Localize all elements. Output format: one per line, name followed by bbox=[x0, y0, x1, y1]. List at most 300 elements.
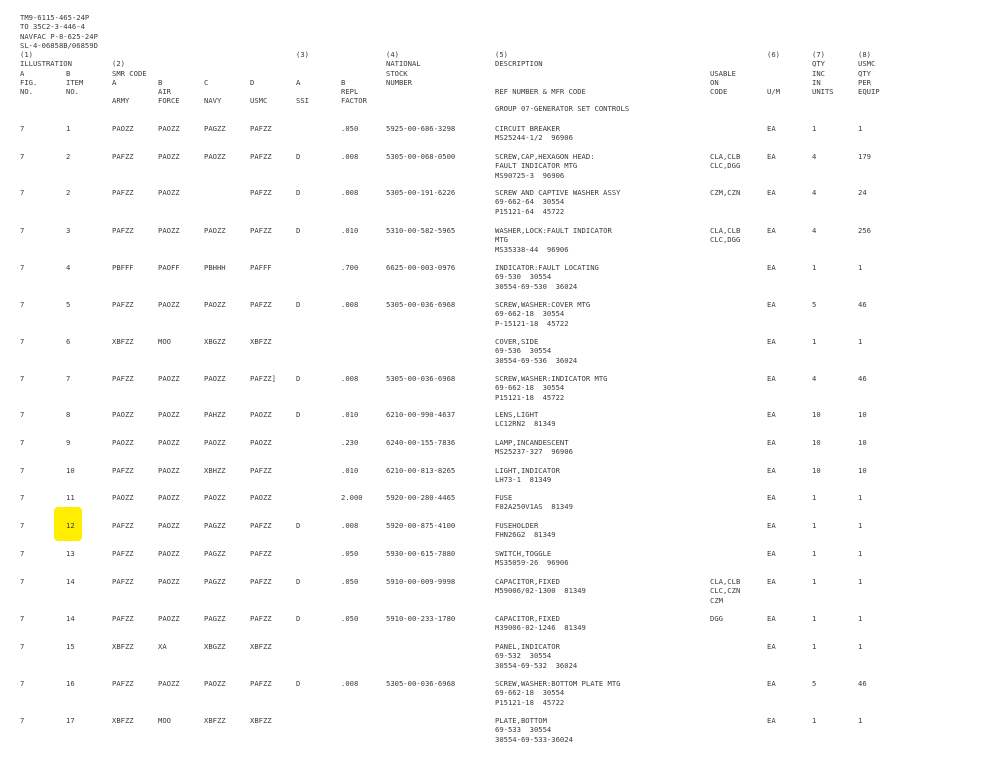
description-line: FUSEHOLDER bbox=[495, 521, 539, 530]
cell-um: EA bbox=[767, 642, 776, 651]
cell-army: PAFZZ bbox=[112, 152, 134, 161]
cell-equip: 10 bbox=[858, 438, 867, 447]
cell-usable-on-code bbox=[710, 577, 740, 605]
cell-repl: .050 bbox=[341, 577, 359, 586]
cell-nsn: 5305-00-068-0500 bbox=[386, 152, 456, 161]
cell-navy: PAOZZ bbox=[204, 679, 226, 688]
column-header-c5: (5) DESCRIPTION REF NUMBER & MFR CODE bbox=[495, 50, 586, 97]
description-line: 69-532 30554 bbox=[495, 651, 552, 661]
cell-usmc: PAFZZ bbox=[250, 226, 272, 235]
description-line: MS25237-327 96906 bbox=[495, 447, 573, 457]
cell-ssi: D bbox=[296, 188, 301, 197]
cell-qty: 10 bbox=[812, 410, 821, 419]
cell-navy: PAOZZ bbox=[204, 374, 226, 383]
cell-qty: 10 bbox=[812, 466, 821, 475]
description-line: 30554-69-532 36024 bbox=[495, 660, 578, 670]
cell-repl: .010 bbox=[341, 410, 359, 419]
cell-af: PAOZZ bbox=[158, 466, 180, 475]
cell-af: PAOZZ bbox=[158, 614, 180, 623]
cell-nsn: 5310-00-582-5965 bbox=[386, 226, 456, 235]
usable-code-line: CLC,DGG bbox=[710, 161, 741, 171]
cell-fig: 7 bbox=[20, 438, 25, 447]
cell-repl: .230 bbox=[341, 438, 359, 447]
cell-item: 12 bbox=[66, 521, 75, 530]
usable-code-line: CZM bbox=[710, 595, 723, 605]
cell-fig: 7 bbox=[20, 577, 25, 586]
cell-ssi: D bbox=[296, 521, 301, 530]
cell-item: 2 bbox=[66, 188, 71, 197]
cell-navy: XBGZZ bbox=[204, 642, 226, 651]
description-line: LAMP,INCANDESCENT bbox=[495, 438, 569, 447]
description-line: 30554-69-530 36024 bbox=[495, 281, 578, 291]
cell-repl: .050 bbox=[341, 549, 359, 558]
cell-um: EA bbox=[767, 438, 776, 447]
cell-army: PAFZZ bbox=[112, 614, 134, 623]
cell-army: PAOZZ bbox=[112, 493, 134, 502]
cell-af: PAOZZ bbox=[158, 410, 180, 419]
cell-description bbox=[495, 124, 573, 143]
cell-navy: XBFZZ bbox=[204, 716, 226, 725]
cell-usmc: PAFZZ bbox=[250, 124, 272, 133]
cell-um: EA bbox=[767, 226, 776, 235]
description-line: MS35059-26 96906 bbox=[495, 558, 569, 568]
cell-repl: .050 bbox=[341, 614, 359, 623]
cell-equip: 46 bbox=[858, 679, 867, 688]
cell-ssi: D bbox=[296, 410, 301, 419]
description-line: 69-662-18 30554 bbox=[495, 309, 565, 319]
cell-description bbox=[495, 188, 621, 216]
usable-code-line: DGG bbox=[710, 614, 723, 623]
cell-equip: 1 bbox=[858, 263, 863, 272]
cell-nsn: 5305-00-036-6968 bbox=[386, 374, 456, 383]
cell-description bbox=[495, 614, 586, 633]
usable-code-line: CLC,CZN bbox=[710, 586, 741, 596]
cell-ssi: D bbox=[296, 374, 301, 383]
cell-fig: 7 bbox=[20, 337, 25, 346]
cell-repl: .700 bbox=[341, 263, 359, 272]
description-line: P15121-64 45722 bbox=[495, 206, 565, 216]
description-line: SCREW,WASHER:BOTTOM PLATE MTG bbox=[495, 679, 621, 688]
cell-repl: .010 bbox=[341, 226, 359, 235]
cell-af: PAOZZ bbox=[158, 124, 180, 133]
cell-army: PAFZZ bbox=[112, 300, 134, 309]
description-line: SCREW AND CAPTIVE WASHER ASSY bbox=[495, 188, 621, 197]
description-line: WASHER,LOCK:FAULT INDICATOR bbox=[495, 226, 612, 235]
description-line: FUSE bbox=[495, 493, 513, 502]
cell-description bbox=[495, 521, 556, 540]
cell-af: PAOZZ bbox=[158, 300, 180, 309]
cell-navy: PAHZZ bbox=[204, 410, 226, 419]
cell-qty: 1 bbox=[812, 577, 817, 586]
description-line: SCREW,WASHER:COVER MTG bbox=[495, 300, 591, 309]
description-line: 30554-69-533-36024 bbox=[495, 734, 573, 744]
cell-army: PAFZZ bbox=[112, 521, 134, 530]
cell-nsn: 6625-00-003-0976 bbox=[386, 263, 456, 272]
cell-usmc: PAOZZ bbox=[250, 438, 272, 447]
cell-description bbox=[495, 466, 560, 485]
cell-um: EA bbox=[767, 188, 776, 197]
cell-army: PAFZZ bbox=[112, 549, 134, 558]
description-line: P-15121-18 45722 bbox=[495, 318, 569, 328]
cell-usable-on-code bbox=[710, 226, 740, 245]
cell-equip: 1 bbox=[858, 521, 863, 530]
cell-um: EA bbox=[767, 614, 776, 623]
column-header-c1: (1) ILLUSTRATION A FIG. NO. bbox=[20, 50, 72, 97]
cell-qty: 1 bbox=[812, 521, 817, 530]
cell-qty: 4 bbox=[812, 152, 817, 161]
cell-um: EA bbox=[767, 466, 776, 475]
cell-nsn: 5925-00-686-3298 bbox=[386, 124, 456, 133]
cell-nsn: 6210-00-990-4637 bbox=[386, 410, 456, 419]
cell-um: EA bbox=[767, 300, 776, 309]
description-line: CAPACITOR,FIXED bbox=[495, 577, 560, 586]
cell-navy: PAGZZ bbox=[204, 521, 226, 530]
description-line: MTG bbox=[495, 235, 508, 245]
column-header-c2d: D USMC bbox=[250, 77, 268, 106]
cell-af: PAOZZ bbox=[158, 226, 180, 235]
cell-um: EA bbox=[767, 374, 776, 383]
cell-army: PAFZZ bbox=[112, 577, 134, 586]
cell-fig: 7 bbox=[20, 410, 25, 419]
description-line: SCREW,WASHER:INDICATOR MTG bbox=[495, 374, 608, 383]
cell-navy: PAOZZ bbox=[204, 300, 226, 309]
cell-description bbox=[495, 337, 577, 365]
column-header-c5u: USABLE ON CODE bbox=[710, 68, 736, 97]
description-line: 69-662-18 30554 bbox=[495, 383, 565, 393]
cell-fig: 7 bbox=[20, 188, 25, 197]
document-header bbox=[20, 13, 98, 50]
description-line: FAULT INDICATOR MTG bbox=[495, 161, 578, 171]
cell-equip: 1 bbox=[858, 549, 863, 558]
cell-description bbox=[495, 438, 573, 457]
cell-nsn: 5305-00-036-6968 bbox=[386, 679, 456, 688]
cell-nsn: 5910-00-009-9998 bbox=[386, 577, 456, 586]
cell-nsn: 5930-00-615-7880 bbox=[386, 549, 456, 558]
cell-item: 2 bbox=[66, 152, 71, 161]
cell-description bbox=[495, 226, 612, 254]
cell-af: PAOZZ bbox=[158, 577, 180, 586]
cell-nsn: 6210-00-813-8265 bbox=[386, 466, 456, 475]
cell-equip: 24 bbox=[858, 188, 867, 197]
cell-army: XBFZZ bbox=[112, 716, 134, 725]
cell-item: 3 bbox=[66, 226, 71, 235]
description-line: 69-536 30554 bbox=[495, 346, 552, 356]
cell-item: 4 bbox=[66, 263, 71, 272]
cell-usable-on-code bbox=[710, 152, 740, 171]
cell-equip: 1 bbox=[858, 577, 863, 586]
cell-um: EA bbox=[767, 493, 776, 502]
cell-af: PAOZZ bbox=[158, 152, 180, 161]
cell-description bbox=[495, 263, 599, 291]
description-line: MS25244-1/2 96906 bbox=[495, 133, 573, 143]
cell-fig: 7 bbox=[20, 521, 25, 530]
cell-navy: PAGZZ bbox=[204, 614, 226, 623]
cell-af: PAOZZ bbox=[158, 493, 180, 502]
cell-fig: 7 bbox=[20, 152, 25, 161]
cell-repl: .008 bbox=[341, 374, 359, 383]
usable-code-line: CZM,CZN bbox=[710, 188, 741, 197]
description-line: CAPACITOR,FIXED bbox=[495, 614, 560, 623]
cell-description bbox=[495, 152, 595, 180]
cell-um: EA bbox=[767, 716, 776, 725]
cell-navy: PAGZZ bbox=[204, 124, 226, 133]
description-line: MS90725-3 96906 bbox=[495, 170, 565, 180]
cell-item: 5 bbox=[66, 300, 71, 309]
cell-repl: 2.000 bbox=[341, 493, 363, 502]
cell-um: EA bbox=[767, 410, 776, 419]
usable-code-line: CLA,CLB bbox=[710, 152, 741, 161]
cell-qty: 1 bbox=[812, 493, 817, 502]
cell-usable-on-code bbox=[710, 614, 723, 623]
description-line: LC12RN2 81349 bbox=[495, 419, 556, 429]
cell-um: EA bbox=[767, 124, 776, 133]
description-line: MS35338-44 96906 bbox=[495, 244, 569, 254]
cell-item: 17 bbox=[66, 716, 75, 725]
cell-repl: .008 bbox=[341, 300, 359, 309]
cell-ssi: D bbox=[296, 614, 301, 623]
cell-usmc: PAFZZ bbox=[250, 549, 272, 558]
column-header-c2c: C NAVY bbox=[204, 77, 222, 106]
description-line: PLATE,BOTTOM bbox=[495, 716, 547, 725]
column-header-c2: (2) SMR CODE A ARMY bbox=[112, 59, 147, 106]
description-line: INDICATOR:FAULT LOCATING bbox=[495, 263, 599, 272]
cell-usmc: PAFFF bbox=[250, 263, 272, 272]
description-line: 69-533 30554 bbox=[495, 725, 552, 735]
cell-navy: PAOZZ bbox=[204, 493, 226, 502]
cell-army: PAFZZ bbox=[112, 226, 134, 235]
cell-army: PAOZZ bbox=[112, 124, 134, 133]
cell-usmc: PAFZZ bbox=[250, 614, 272, 623]
cell-equip: 46 bbox=[858, 374, 867, 383]
column-header-c3b: B REPL FACTOR bbox=[341, 77, 367, 106]
cell-fig: 7 bbox=[20, 679, 25, 688]
cell-army: PAOZZ bbox=[112, 410, 134, 419]
description-line: LIGHT,INDICATOR bbox=[495, 466, 560, 475]
description-line: LENS,LIGHT bbox=[495, 410, 539, 419]
cell-item: 15 bbox=[66, 642, 75, 651]
header-line: SL-4-06858B/06859D bbox=[20, 40, 98, 50]
cell-usmc: PAFZZ bbox=[250, 679, 272, 688]
cell-ssi: D bbox=[296, 300, 301, 309]
cell-equip: 1 bbox=[858, 642, 863, 651]
cell-fig: 7 bbox=[20, 493, 25, 502]
cell-ssi: D bbox=[296, 226, 301, 235]
cell-item: 10 bbox=[66, 466, 75, 475]
cell-description bbox=[495, 493, 573, 512]
usable-code-line: CLA,CLB bbox=[710, 226, 741, 235]
cell-description bbox=[495, 410, 556, 429]
cell-usable-on-code bbox=[710, 188, 740, 197]
cell-qty: 4 bbox=[812, 374, 817, 383]
cell-af: PAOZZ bbox=[158, 521, 180, 530]
cell-nsn: 6240-00-155-7836 bbox=[386, 438, 456, 447]
cell-item: 13 bbox=[66, 549, 75, 558]
cell-af: PAOZZ bbox=[158, 549, 180, 558]
description-line: 69-662-18 30554 bbox=[495, 688, 565, 698]
cell-army: PBFFF bbox=[112, 263, 134, 272]
cell-usmc: PAFZZ bbox=[250, 577, 272, 586]
cell-fig: 7 bbox=[20, 300, 25, 309]
cell-um: EA bbox=[767, 263, 776, 272]
cell-equip: 1 bbox=[858, 493, 863, 502]
cell-af: XA bbox=[158, 642, 167, 651]
description-line: P15121-18 45722 bbox=[495, 392, 565, 402]
cell-navy: XBGZZ bbox=[204, 337, 226, 346]
cell-repl: .050 bbox=[341, 124, 359, 133]
cell-navy: XBHZZ bbox=[204, 466, 226, 475]
description-line: CIRCUIT BREAKER bbox=[495, 124, 560, 133]
cell-description bbox=[495, 679, 621, 707]
description-line: SCREW,CAP,HEXAGON HEAD: bbox=[495, 152, 595, 161]
column-header-c7: (7) QTY INC IN UNITS bbox=[812, 50, 834, 97]
cell-usmc: PAOZZ bbox=[250, 410, 272, 419]
cell-nsn: 5910-00-233-1780 bbox=[386, 614, 456, 623]
cell-fig: 7 bbox=[20, 614, 25, 623]
cell-ssi: D bbox=[296, 152, 301, 161]
cell-usmc: XBFZZ bbox=[250, 337, 272, 346]
cell-usmc: PAFZZ bbox=[250, 188, 272, 197]
cell-repl: .008 bbox=[341, 188, 359, 197]
cell-usmc: PAFZZ bbox=[250, 300, 272, 309]
cell-repl: .010 bbox=[341, 466, 359, 475]
cell-qty: 5 bbox=[812, 679, 817, 688]
cell-af: PAOZZ bbox=[158, 679, 180, 688]
cell-um: EA bbox=[767, 152, 776, 161]
cell-army: PAOZZ bbox=[112, 438, 134, 447]
description-line: M39006-02-1246 81349 bbox=[495, 623, 586, 633]
cell-qty: 10 bbox=[812, 438, 821, 447]
cell-fig: 7 bbox=[20, 642, 25, 651]
cell-qty: 4 bbox=[812, 188, 817, 197]
cell-nsn: 5305-00-036-6968 bbox=[386, 300, 456, 309]
cell-usmc: PAFZZ bbox=[250, 466, 272, 475]
cell-qty: 1 bbox=[812, 549, 817, 558]
cell-item: 7 bbox=[66, 374, 71, 383]
cell-qty: 5 bbox=[812, 300, 817, 309]
header-line: TO 35C2-3-446-4 bbox=[20, 22, 85, 32]
cell-fig: 7 bbox=[20, 124, 25, 133]
cell-description bbox=[495, 577, 586, 596]
cell-um: EA bbox=[767, 577, 776, 586]
cell-repl: .008 bbox=[341, 679, 359, 688]
cell-item: 14 bbox=[66, 614, 75, 623]
cell-usmc: PAOZZ bbox=[250, 493, 272, 502]
description-line: M59006/02-1300 81349 bbox=[495, 586, 586, 596]
cell-equip: 10 bbox=[858, 410, 867, 419]
cell-ssi: D bbox=[296, 679, 301, 688]
cell-army: XBFZZ bbox=[112, 642, 134, 651]
cell-af: MOO bbox=[158, 337, 171, 346]
cell-army: PAFZZ bbox=[112, 466, 134, 475]
cell-description bbox=[495, 549, 569, 568]
cell-equip: 1 bbox=[858, 124, 863, 133]
cell-item: 16 bbox=[66, 679, 75, 688]
usable-code-line: CLC,DGG bbox=[710, 235, 741, 245]
cell-fig: 7 bbox=[20, 549, 25, 558]
cell-um: EA bbox=[767, 679, 776, 688]
description-line: P15121-18 45722 bbox=[495, 697, 565, 707]
cell-fig: 7 bbox=[20, 374, 25, 383]
cell-qty: 1 bbox=[812, 337, 817, 346]
cell-fig: 7 bbox=[20, 716, 25, 725]
cell-qty: 4 bbox=[812, 226, 817, 235]
cell-fig: 7 bbox=[20, 226, 25, 235]
cell-nsn: 5920-00-280-4465 bbox=[386, 493, 456, 502]
cell-usmc: PAFZZ] bbox=[250, 374, 276, 383]
usable-code-line: CLA,CLB bbox=[710, 577, 741, 586]
cell-um: EA bbox=[767, 549, 776, 558]
cell-qty: 1 bbox=[812, 716, 817, 725]
cell-equip: 1 bbox=[858, 614, 863, 623]
cell-usmc: XBFZZ bbox=[250, 716, 272, 725]
cell-navy: PAOZZ bbox=[204, 226, 226, 235]
cell-navy: PAGZZ bbox=[204, 549, 226, 558]
cell-qty: 1 bbox=[812, 642, 817, 651]
cell-nsn: 5920-00-875-4100 bbox=[386, 521, 456, 530]
cell-af: PAOZZ bbox=[158, 188, 180, 197]
description-line: 69-530 30554 bbox=[495, 272, 552, 282]
cell-repl: .008 bbox=[341, 521, 359, 530]
cell-fig: 7 bbox=[20, 466, 25, 475]
cell-equip: 1 bbox=[858, 337, 863, 346]
group-title: GROUP 07-GENERATOR SET CONTROLS bbox=[495, 104, 630, 113]
cell-navy: PAOZZ bbox=[204, 152, 226, 161]
cell-item: 14 bbox=[66, 577, 75, 586]
cell-usmc: PAFZZ bbox=[250, 152, 272, 161]
cell-equip: 179 bbox=[858, 152, 871, 161]
cell-um: EA bbox=[767, 337, 776, 346]
cell-equip: 46 bbox=[858, 300, 867, 309]
description-line: SWITCH,TOGGLE bbox=[495, 549, 552, 558]
cell-item: 1 bbox=[66, 124, 71, 133]
column-header-c8: (8) USMC QTY PER EQUIP bbox=[858, 50, 880, 97]
cell-navy: PAOZZ bbox=[204, 438, 226, 447]
header-line: TM9-6115-465-24P bbox=[20, 13, 90, 22]
description-line: PANEL,INDICATOR bbox=[495, 642, 560, 651]
cell-equip: 10 bbox=[858, 466, 867, 475]
cell-usmc: PAFZZ bbox=[250, 521, 272, 530]
cell-army: PAFZZ bbox=[112, 374, 134, 383]
cell-af: PAOZZ bbox=[158, 438, 180, 447]
column-header-c4: (4) NATIONAL STOCK NUMBER bbox=[386, 50, 421, 87]
description-line: 30554-69-536 36024 bbox=[495, 355, 578, 365]
header-line: NAVFAC P-8-625-24P bbox=[20, 31, 98, 41]
cell-item: 11 bbox=[66, 493, 75, 502]
column-header-c2b: B AIR FORCE bbox=[158, 77, 180, 106]
description-line: LH73-1 81349 bbox=[495, 475, 552, 485]
cell-qty: 1 bbox=[812, 124, 817, 133]
description-line: FHN26G2 81349 bbox=[495, 530, 556, 540]
description-line: F02A250V1AS 81349 bbox=[495, 502, 573, 512]
description-line: 69-662-64 30554 bbox=[495, 197, 565, 207]
cell-usmc: XBFZZ bbox=[250, 642, 272, 651]
cell-army: PAFZZ bbox=[112, 679, 134, 688]
cell-nsn: 5305-00-191-6226 bbox=[386, 188, 456, 197]
cell-um: EA bbox=[767, 521, 776, 530]
cell-description bbox=[495, 642, 577, 670]
column-header-c6: (6) U/M bbox=[767, 50, 780, 97]
description-line: COVER,SIDE bbox=[495, 337, 539, 346]
cell-equip: 256 bbox=[858, 226, 871, 235]
cell-af: PAOZZ bbox=[158, 374, 180, 383]
cell-repl: .008 bbox=[341, 152, 359, 161]
cell-description bbox=[495, 374, 608, 402]
cell-army: XBFZZ bbox=[112, 337, 134, 346]
cell-item: 9 bbox=[66, 438, 71, 447]
cell-fig: 7 bbox=[20, 263, 25, 272]
cell-af: PAOFF bbox=[158, 263, 180, 272]
cell-qty: 1 bbox=[812, 263, 817, 272]
